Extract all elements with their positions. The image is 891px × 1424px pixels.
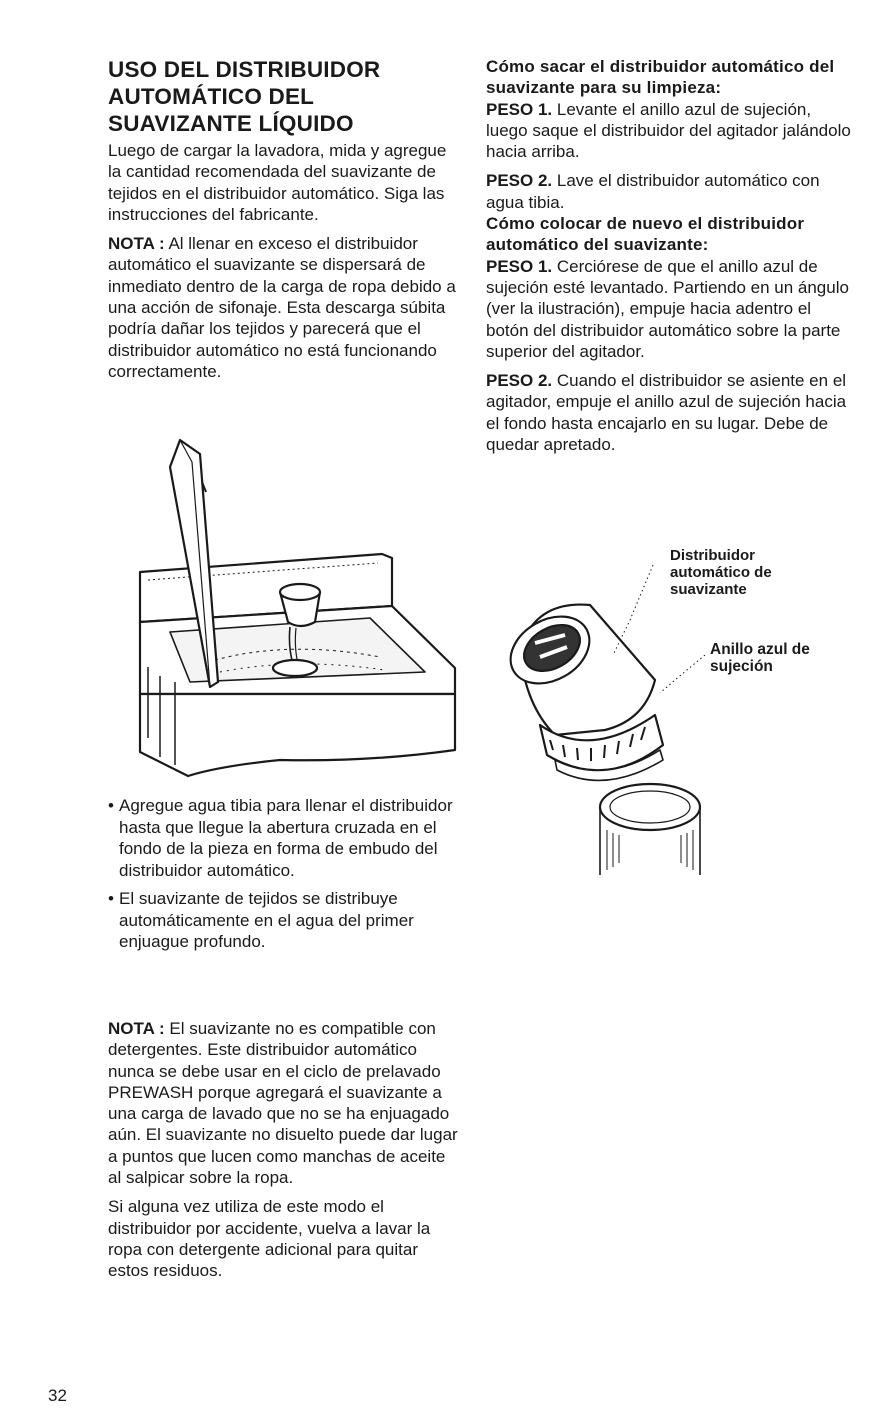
label-ring: Anillo azul de sujeción [710,641,810,675]
step-label: PESO 2. [486,171,553,191]
note-compatibility [108,1018,463,1282]
left-column [108,56,463,382]
list-item: • Agregue agua tibia para llenar el distribuidor hasta que llegue la abertura cruzada en el fondo de la pieza en forma de embudo del distribuidor automático. [108,796,453,880]
step-label: PESO 1. [486,99,553,119]
label-dispenser: Distribuidor automático de suavizante [670,547,772,598]
removal-step-2: PESO 2. Lave el distribuidor automático con agua tibia. [486,171,820,212]
intro-paragraph: Luego de cargar la lavadora, mida y agregue la cantidad recomendada del suavizante de tejidos en el distribuidor automático. Siga las instrucciones del fabricante. [108,141,447,224]
instruction-bullets [108,795,463,953]
install-heading: Cómo colocar de nuevo el distribuidor automático del suavizante: [486,214,805,255]
note-text: El suavizante no es compatible con detergentes. Este distribuidor automático nunca se debe usar en el ciclo de prelavado PREWASH porque agregará el suavizante a una carga de lavado que no se ha enjuagado aún. El suavizante no disuelto puede dar lugar a puntos que lucen como manchas de aceite al salpicar sobre la ropa. [108,1019,458,1188]
list-item: • El suavizante de tejidos se distribuye automáticamente en el agua del primer enjuague profundo. [108,889,414,951]
bullet-symbol: • [108,796,114,815]
install-step-2: PESO 2. Cuando el distribuidor se asiente en el agitador, empuje el anillo azul de sujeción hacia el fondo hasta encajarlo en su lugar. Debe de quedar apretado. [486,371,847,455]
washer-illustration [130,432,460,782]
note-label: NOTA : [108,234,165,254]
page-number: 32 [48,1386,67,1405]
bullet-symbol: • [108,889,114,908]
right-column [486,56,856,455]
step-label: PESO 1. [486,256,553,276]
closing-paragraph: Si alguna vez utiliza de este modo el distribuidor por accidente, vuelva a lavar la ropa con detergente adicional para quitar estos residuos. [108,1197,431,1281]
removal-step-1: PESO 1. Levante el anillo azul de sujeción, luego saque el distribuidor del agitador jalándolo hacia arriba. [486,99,851,162]
note-text: Al llenar en exceso el distribuidor automático el suavizante se dispersará de inmediato dentro de la carga de ropa debido a una acción de sifonaje. Esta descarga súbita podría dañar los tejidos y parecerá que el distribuidor automático no está funcionando correctamente. [108,234,456,381]
note-label: NOTA : [108,1019,165,1038]
step-label: PESO 2. [486,371,553,391]
section-title: USO DEL DISTRIBUIDOR AUTOMÁTICO DEL SUAVIZANTE LÍQUIDO [108,57,381,136]
install-step-1: PESO 1. Cerciórese de que el anillo azul de sujeción esté levantado. Partiendo en un ángulo (ver la ilustración), empuje hacia adentro el botón del distribuidor automático sobre la parte superior del agitador. [486,256,849,361]
note-overfill [108,233,463,382]
dispenser-figure [495,545,845,885]
removal-heading: Cómo sacar el distribuidor automático del suavizante para su limpieza: [486,57,835,98]
